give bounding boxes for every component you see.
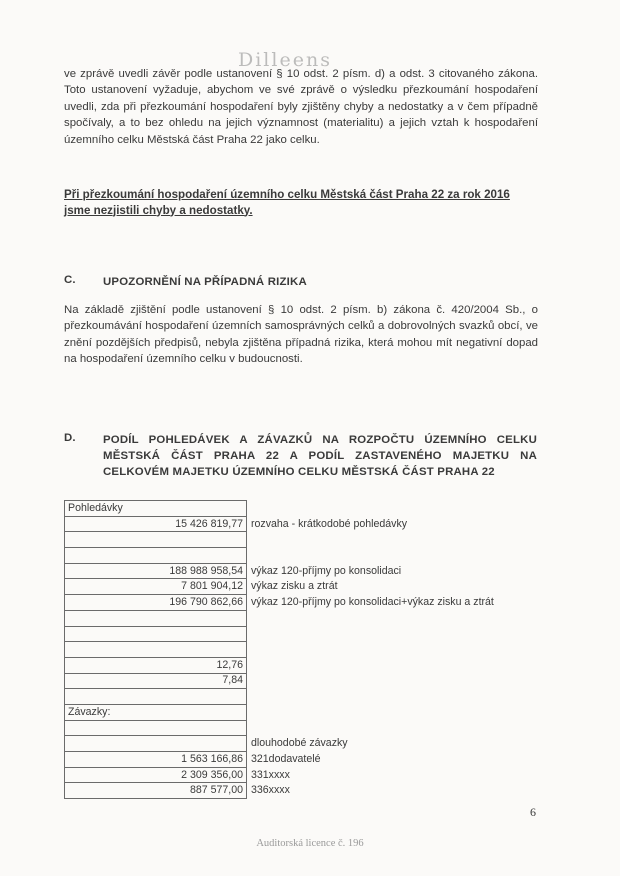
table-amount: 196 790 862,66 bbox=[65, 595, 247, 611]
table-row bbox=[65, 736, 498, 752]
table-row bbox=[65, 642, 498, 658]
table-description: výkaz zisku a ztrát bbox=[251, 580, 338, 593]
signature-stamp: Dilleens bbox=[238, 49, 332, 71]
table-row bbox=[65, 720, 498, 736]
table-row bbox=[65, 626, 498, 642]
table-label: Pohledávky bbox=[65, 501, 247, 517]
table-row bbox=[65, 704, 498, 720]
table-row bbox=[65, 579, 498, 595]
table-description: rozvaha - krátkodobé pohledávky bbox=[251, 517, 408, 530]
receivables-liabilities-table bbox=[64, 500, 498, 799]
table-amount: 15 426 819,77 bbox=[65, 516, 247, 532]
table-description: výkaz 120-příjmy po konsolidaci bbox=[251, 564, 402, 577]
table-amount: 12,76 bbox=[65, 657, 247, 673]
table-amount: 887 577,00 bbox=[65, 783, 247, 799]
table-row bbox=[65, 610, 498, 626]
intro-text: ve zprávě uvedli závěr podle ustanovení § 10 odst. 2 písm. d) a odst. 3 citovaného zákona. Toto ustanovení vyžaduje, abychom ve své zprávě o výsledku přezkoumání hospodaření uvedli, zda při přezkoumání hospodaření byly zjištěny chyby a nedostatky a v čem případně spočívaly, a to bez ohledu na jejich významnost (materialitu) a jejich vztah k hospodaření územního celku Městská část Praha 22 jako celku. bbox=[64, 68, 538, 146]
table-row bbox=[65, 752, 498, 768]
section-c-text: Na základě zjištění podle ustanovení § 10 odst. 2 písm. b) zákona č. 420/2004 Sb., o přezkoumávání hospodaření územních samosprávných celků a dobrovolných svazků obcí, ve znění pozdějších předpisů, nebyla zjištěna případná rizika, která mohou mít negativní dopad na hospodaření územního celku v budoucnosti. bbox=[64, 304, 538, 366]
table-description bbox=[247, 548, 498, 564]
footer-licence: Auditorská licence č. 196 bbox=[256, 838, 364, 849]
table-description bbox=[247, 642, 498, 658]
table-description bbox=[247, 720, 498, 736]
table-amount: 7,84 bbox=[65, 673, 247, 689]
page-number: 6 bbox=[530, 805, 536, 819]
table-description bbox=[247, 689, 498, 705]
table-amount bbox=[65, 642, 247, 658]
table-amount: 188 988 958,54 bbox=[65, 563, 247, 579]
table-amount bbox=[65, 532, 247, 548]
table-description bbox=[247, 626, 498, 642]
table-description bbox=[247, 673, 498, 689]
finding-statement: Při přezkoumání hospodaření územního celku Městská část Praha 22 za rok 2016 jsme nezjistili chyby a nedostatky. bbox=[64, 188, 510, 217]
section-d-title: PODÍL POHLEDÁVEK A ZÁVAZKŮ NA ROZPOČTU ÚZEMNÍHO CELKU MĚSTSKÁ ČÁST PRAHA 22 A PODÍL ZASTAVENÉHO MAJETKU NA CELKOVÉM MAJETKU ÚZEMNÍHO CELKU MĚSTSKÁ ČÁST PRAHA 22 bbox=[103, 434, 537, 478]
table-amount bbox=[65, 548, 247, 564]
table-label: Závazky: bbox=[65, 704, 247, 720]
table-amount: 1 563 166,86 bbox=[65, 752, 247, 768]
section-c-title: UPOZORNĚNÍ NA PŘÍPADNÁ RIZIKA bbox=[103, 276, 307, 288]
table-description: 336xxxx bbox=[251, 784, 290, 797]
section-c-paragraph bbox=[64, 302, 538, 368]
table-amount bbox=[65, 610, 247, 626]
table-description: výkaz 120-příjmy po konsolidaci+výkaz zisku a ztrát bbox=[251, 595, 494, 608]
table-amount bbox=[65, 720, 247, 736]
table-description: dlouhodobé závazky bbox=[251, 737, 348, 750]
table-row bbox=[65, 783, 498, 799]
table-amount: 7 801 904,12 bbox=[65, 579, 247, 595]
table-row bbox=[65, 516, 498, 532]
table-description bbox=[247, 704, 498, 720]
section-c-number: C. bbox=[64, 274, 76, 286]
table-row bbox=[65, 532, 498, 548]
table-row bbox=[65, 657, 498, 673]
table-description: 321dodavatelé bbox=[251, 752, 321, 765]
table-amount bbox=[65, 626, 247, 642]
intro-paragraph bbox=[64, 66, 538, 148]
table-amount bbox=[65, 689, 247, 705]
table-row bbox=[65, 501, 498, 517]
section-d-number: D. bbox=[64, 432, 76, 444]
table-description bbox=[247, 657, 498, 673]
table-description bbox=[247, 532, 498, 548]
table-description: 331xxxx bbox=[251, 768, 290, 781]
table-amount bbox=[65, 736, 247, 752]
table-description bbox=[247, 610, 498, 626]
table-row bbox=[65, 563, 498, 579]
table-row bbox=[65, 595, 498, 611]
table-description bbox=[247, 501, 498, 517]
table-amount: 2 309 356,00 bbox=[65, 767, 247, 783]
table-row bbox=[65, 689, 498, 705]
table-row bbox=[65, 673, 498, 689]
table-row bbox=[65, 767, 498, 783]
table-row bbox=[65, 548, 498, 564]
